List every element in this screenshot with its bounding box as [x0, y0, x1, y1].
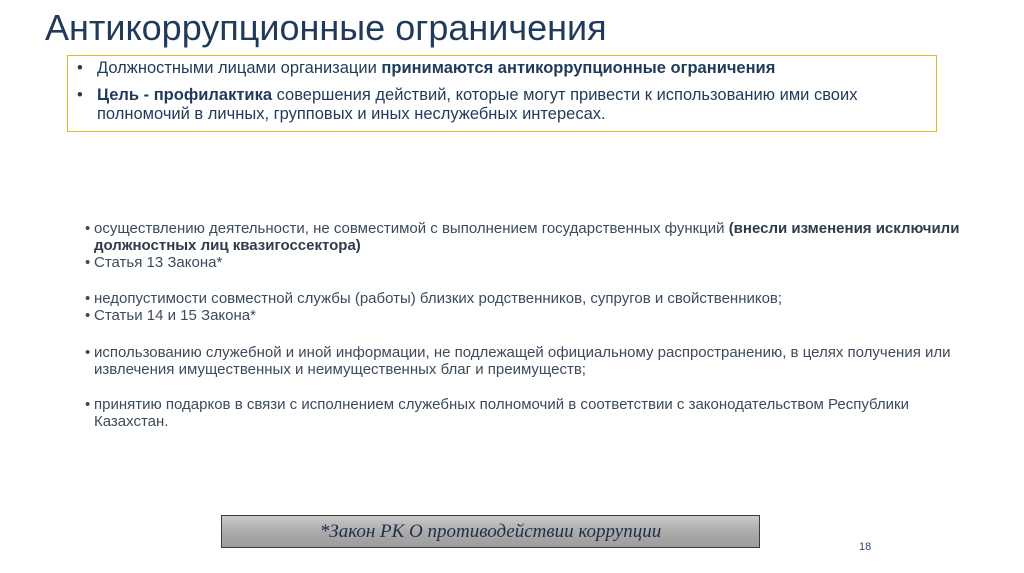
- page-number: 18: [859, 541, 872, 553]
- list-item-text: осуществлению деятельности, не совместимой с выполнением государственных функций: [94, 220, 729, 237]
- list-item-text: Статьи 14 и 15 Закона*: [94, 307, 256, 324]
- bullet: •: [77, 59, 83, 77]
- restriction-group-1: [85, 220, 965, 271]
- key-point-1-bold: принимаются антикоррупционные ограничения: [381, 59, 776, 77]
- bullet: •: [85, 220, 91, 237]
- list-item-bold: (внесли изменения исключили должностных лиц квазигоссектора): [94, 220, 960, 254]
- list-item-text: использованию служебной и иной информации, не подлежащей официальному распространению, в целях получения или извлечения имущественных и неимущественных благ и преимуществ;: [94, 344, 951, 378]
- list-item-text: принятию подарков в связи с исполнением служебных полномочий в соответствии с законодательством Республики Казахстан.: [94, 396, 909, 430]
- key-points-box: [67, 55, 937, 132]
- bullet: •: [85, 307, 91, 324]
- bullet: •: [85, 254, 91, 271]
- restriction-group-2: [85, 290, 965, 324]
- list-item: [85, 396, 965, 430]
- restriction-group-4: [85, 396, 965, 430]
- key-point-2-bold: Цель - профилактика: [97, 86, 272, 104]
- restriction-group-3: [85, 344, 965, 378]
- bullet: •: [85, 344, 91, 361]
- list-item-text: недопустимости совместной службы (работы) близких родственников, супругов и свойственников;: [94, 290, 783, 307]
- list-item-text: Статья 13 Закона*: [94, 254, 223, 271]
- bullet: •: [85, 396, 91, 413]
- list-item: [85, 307, 965, 324]
- key-point-1: [77, 59, 930, 78]
- bullet: •: [77, 86, 83, 104]
- key-point-2-text: совершения действий, которые могут привести к использованию ими своих полномочий в личных, групповых и иных неслужебных интересах.: [97, 86, 858, 123]
- list-item: [85, 344, 965, 378]
- list-item: [85, 290, 965, 307]
- bullet: •: [85, 290, 91, 307]
- list-item: [85, 220, 965, 254]
- key-point-1-text: Должностными лицами организации: [97, 59, 382, 77]
- list-item: [85, 254, 965, 271]
- law-footnote-box: *Закон РК О противодействии коррупции: [221, 515, 760, 548]
- key-point-2: [77, 86, 930, 124]
- slide-title: Антикоррупционные ограничения: [45, 7, 607, 48]
